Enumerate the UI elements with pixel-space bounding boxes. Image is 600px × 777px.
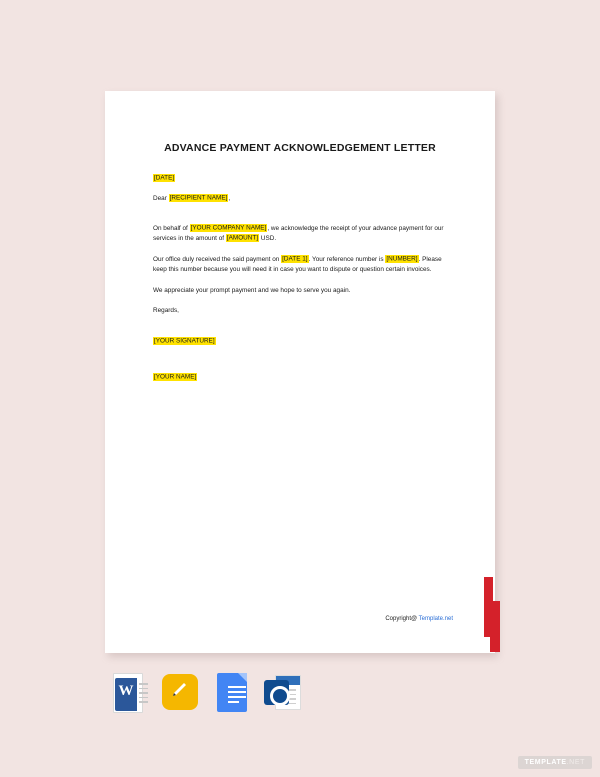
paragraph-3: We appreciate your prompt payment and we hope to serve you again. [153,286,351,294]
watermark-light: .NET [566,759,585,766]
microsoft-outlook-icon[interactable] [263,672,303,714]
outlook-o-glyph [270,686,290,706]
paragraph-1-part-3: USD. [259,234,277,242]
gdocs-corner-fold [238,673,247,682]
paragraph-2 [153,255,453,275]
reference-number-placeholder: [NUMBER] [386,255,418,263]
gdocs-page-shape [217,673,247,712]
paragraph-2-part-3: . Please keep this number because you will need it in case you want to dispute or question certain invoices. [153,255,442,273]
document-body [153,173,453,393]
paragraph-2-part-1: Our office duly received the said payment on [153,255,282,263]
signature-placeholder: [YOUR SIGNATURE] [154,337,215,345]
paragraph-1 [153,224,453,244]
salutation-suffix: , [228,194,231,202]
word-letter: W [118,683,134,699]
document-page-wrapper [105,91,495,653]
paragraph-1-part-2: , we acknowledge the receipt of your advance payment for our services in the amount of [153,224,444,242]
salutation-prefix: Dear [153,194,169,202]
gdocs-text-lines [228,686,246,706]
apple-pages-icon[interactable] [160,672,200,714]
word-doc-shape [113,673,143,713]
format-icon-row [100,672,300,718]
copyright-text: Copyright@ [385,616,419,622]
company-name-placeholder: [YOUR COMPANY NAME] [190,224,267,232]
amount-placeholder: [AMOUNT] [226,234,259,242]
signature-line [153,336,453,346]
closing-line: Regards, [153,307,179,315]
recipient-name-placeholder: [RECIPIENT NAME] [169,194,228,202]
pencil-icon [171,682,187,698]
watermark [518,756,592,769]
page-title: ADVANCE PAYMENT ACKNOWLEDGEMENT LETTER [164,142,436,154]
salutation-line [153,194,453,204]
spacer [153,215,453,224]
document-page [105,91,495,653]
date-line [153,173,453,183]
template-net-link[interactable]: Template.net [418,616,453,622]
word-text-lines [139,683,148,706]
decorative-bar-bottom-right-outer [490,601,500,652]
paragraph-1-part-1: On behalf of [153,224,190,232]
date-placeholder: [DATE] [154,174,175,181]
watermark-bold: TEMPLATE [524,759,567,766]
payment-date-placeholder: [DATE 1] [282,255,308,263]
paragraph-2-part-2: . Your reference number is [308,255,386,263]
spacer-2 [153,327,453,336]
your-name-placeholder: [YOUR NAME] [154,373,197,381]
copyright [105,616,453,622]
outlook-badge [264,680,289,705]
name-line [153,372,453,382]
google-docs-icon[interactable] [212,672,252,714]
microsoft-word-icon[interactable] [106,672,146,714]
